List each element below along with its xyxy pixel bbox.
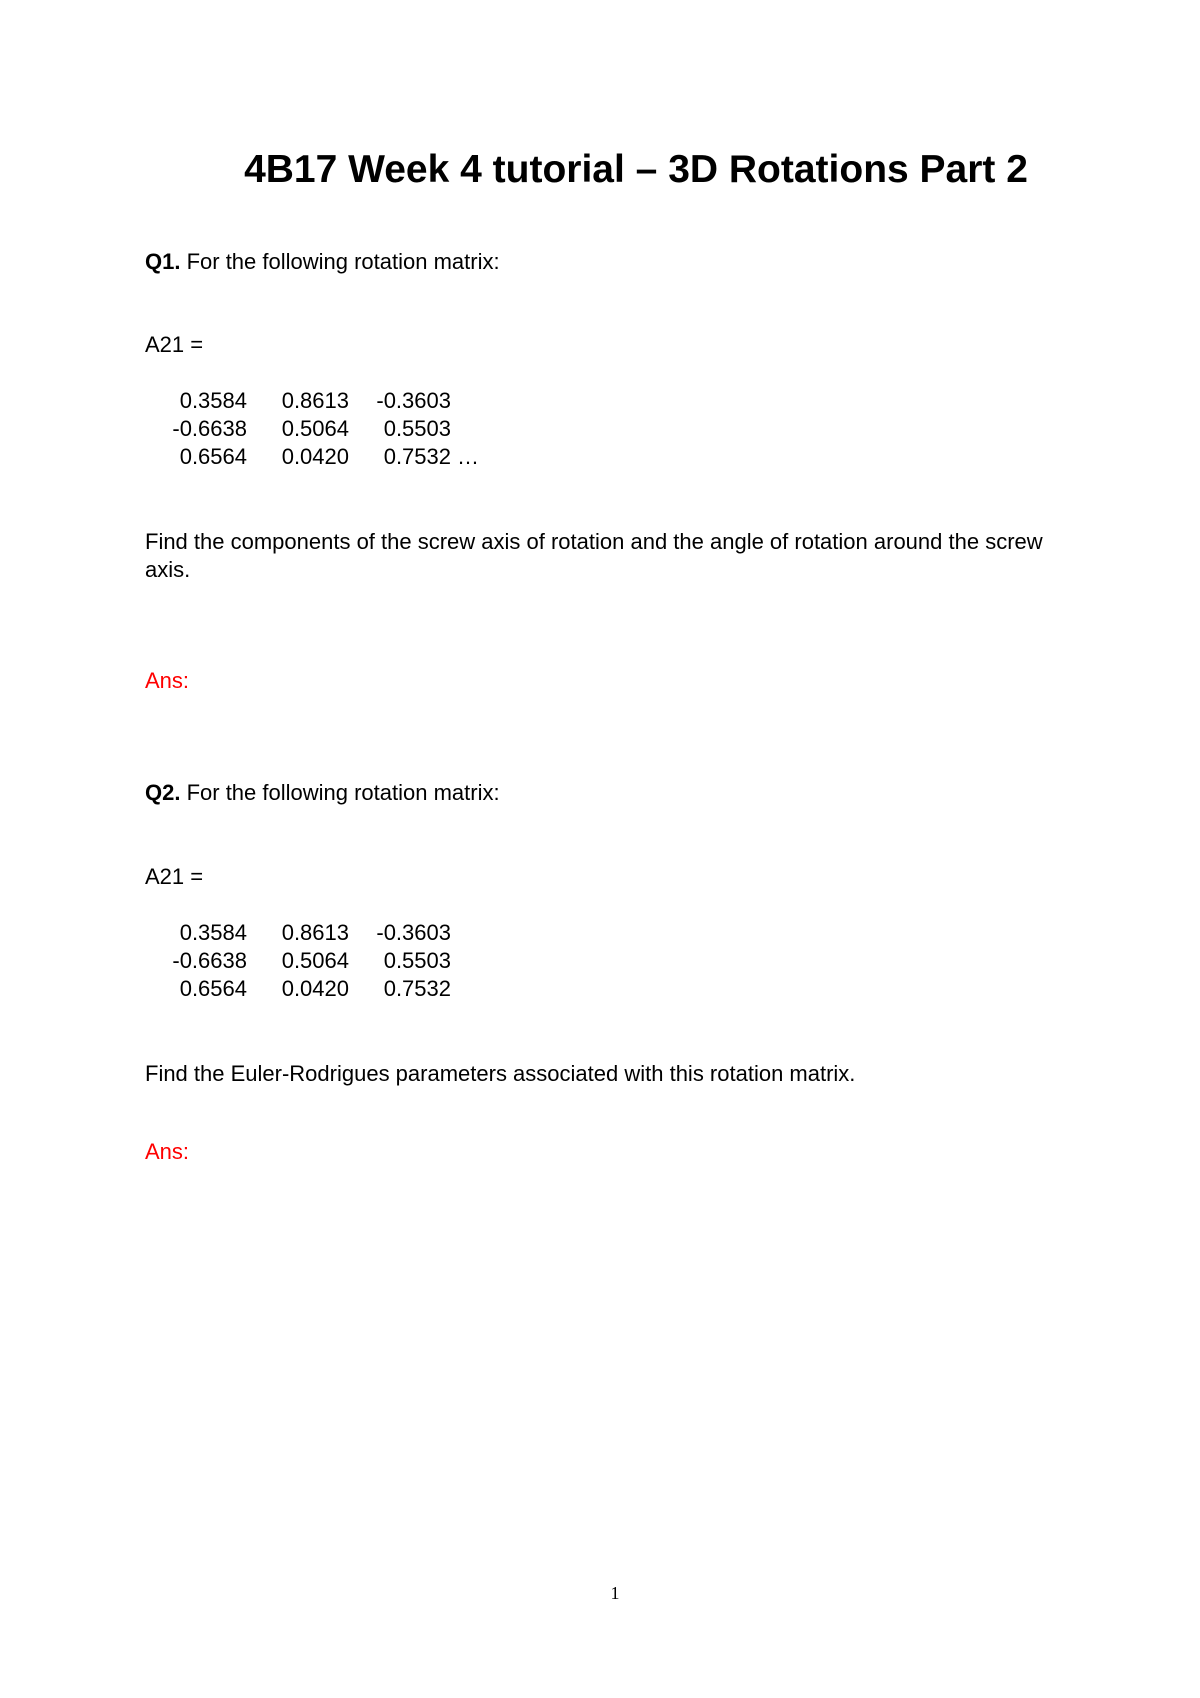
matrix-cell: 0.3584 — [179, 920, 247, 945]
q1-matrix-label: A21 = — [145, 332, 204, 357]
matrix-cell: -0.3603 — [376, 388, 451, 413]
matrix-cell: 0.7532 — [383, 444, 451, 469]
document-title: 4B17 Week 4 tutorial – 3D Rotations Part 2 — [244, 148, 1028, 191]
q1-question: Find the components of the screw axis of rotation and the angle of rotation around the screw axis. — [145, 529, 1043, 582]
matrix-cell: -0.3603 — [376, 920, 451, 945]
matrix-cell: 0.6564 — [179, 976, 247, 1001]
q1-prompt-text: For the following rotation matrix: — [180, 249, 500, 274]
q2-prompt-text: For the following rotation matrix: — [180, 780, 500, 805]
matrix-cell: 0.5064 — [281, 948, 349, 973]
q2-prompt — [145, 779, 500, 807]
matrix-cell: 0.3584 — [179, 388, 247, 413]
matrix-cell: -0.6638 — [172, 416, 247, 441]
q2-question: Find the Euler-Rodrigues parameters associated with this rotation matrix. — [145, 1061, 856, 1086]
matrix-cell: 0.5503 — [383, 416, 451, 441]
q1-prompt — [145, 248, 500, 276]
matrix-cell: 0.0420 — [281, 976, 349, 1001]
q1-number: Q1. — [145, 249, 181, 274]
matrix-cell: 0.8613 — [281, 388, 349, 413]
matrix-cell: 0.6564 — [179, 444, 247, 469]
q2-answer-label: Ans: — [145, 1139, 190, 1164]
matrix-cell: 0.7532 — [383, 976, 451, 1001]
page-number: 1 — [610, 1583, 620, 1603]
matrix-cell: -0.6638 — [172, 948, 247, 973]
q1-answer-label: Ans: — [145, 668, 190, 693]
matrix-cell: 0.8613 — [281, 920, 349, 945]
matrix-cell: 0.0420 — [281, 444, 349, 469]
matrix-cell: 0.5503 — [383, 948, 451, 973]
matrix-cell: 0.5064 — [281, 416, 349, 441]
matrix-ellipsis: … — [457, 444, 479, 469]
q2-number: Q2. — [145, 780, 181, 805]
q2-matrix-label: A21 = — [145, 864, 204, 889]
